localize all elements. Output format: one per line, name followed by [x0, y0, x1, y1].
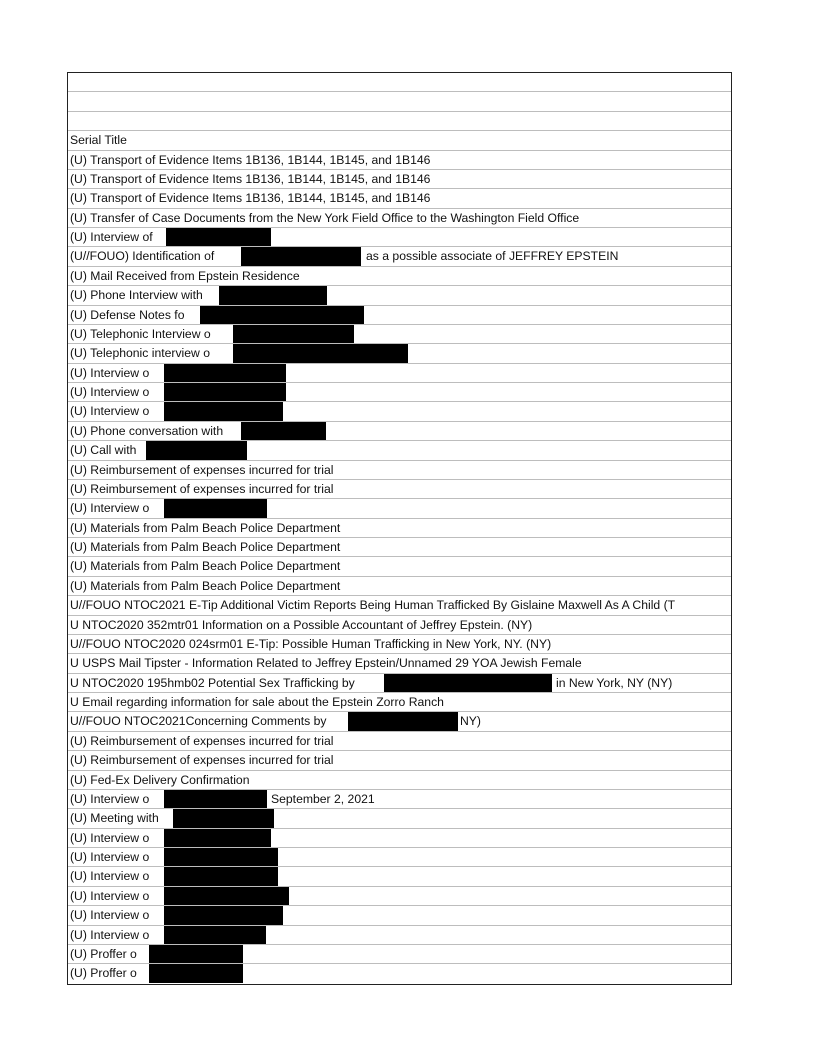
redaction-box [173, 809, 274, 828]
redaction-box [200, 306, 364, 325]
row-title-text: (U) Interview o [70, 869, 150, 884]
table-row [68, 654, 731, 673]
redaction-box [348, 712, 458, 731]
table-row [68, 557, 731, 576]
redaction-box [219, 286, 327, 305]
table-row [68, 480, 731, 499]
table-row [68, 693, 731, 712]
table-row [68, 809, 731, 828]
row-title-text-cont: NY) [460, 714, 481, 729]
row-title-text: (U) Interview o [70, 791, 150, 806]
table-row [68, 926, 731, 945]
table-row [68, 790, 731, 809]
redaction-box [164, 790, 267, 809]
redaction-box [166, 228, 271, 247]
row-title-text: (U) Fed-Ex Delivery Confirmation [70, 772, 250, 787]
redaction-box [164, 926, 266, 945]
row-title-text: U//FOUO NTOC2021 E-Tip Additional Victim Reports Being Human Trafficked By Gislaine Maxwell As A Child (T [70, 598, 676, 613]
table-row [68, 461, 731, 480]
row-title-text: (U) Defense Notes fo [70, 307, 185, 322]
redaction-box [164, 887, 289, 906]
row-title-text: (U) Call with [70, 443, 137, 458]
table-row [68, 228, 731, 247]
serial-title-table [67, 72, 732, 985]
row-title-text: (U) Interview o [70, 830, 150, 845]
table-row [68, 829, 731, 848]
row-title-text: (U) Materials from Palm Beach Police Department [70, 540, 341, 554]
table-row [68, 383, 731, 402]
table-row [68, 325, 731, 344]
row-title-text: (U) Interview o [70, 365, 150, 380]
row-title-text-cont: September 2, 2021 [271, 791, 375, 806]
table-row [68, 945, 731, 964]
table-row [68, 538, 731, 557]
redaction-box [164, 848, 278, 867]
row-title-text: (U//FOUO) Identification of [70, 249, 215, 264]
redaction-box [164, 499, 267, 518]
table-row [68, 751, 731, 770]
blank-row [68, 112, 731, 131]
redaction-box [233, 325, 354, 344]
table-row [68, 189, 731, 208]
row-title-text: (U) Reimbursement of expenses incurred for trial [70, 481, 334, 496]
table-row [68, 732, 731, 751]
redaction-box [149, 945, 243, 964]
redaction-box [241, 247, 361, 266]
blank-row [68, 73, 731, 92]
row-title-text: (U) Transfer of Case Documents from the New York Field Office to the Washington Field Office [70, 210, 580, 225]
row-title-text: (U) Reimbursement of expenses incurred for trial [70, 462, 334, 477]
column-header-serial-title: Serial Title [70, 133, 127, 148]
table-row [68, 170, 731, 189]
row-title-text: (U) Phone Interview with [70, 288, 203, 303]
row-title-text: U//FOUO NTOC2020 024srm01 E-Tip: Possible Human Trafficking in New York, NY. (NY) [70, 636, 552, 651]
row-title-text: (U) Materials from Palm Beach Police Department [70, 559, 341, 574]
row-title-text: (U) Telephonic interview o [70, 346, 210, 361]
row-title-text: (U) Phone conversation with [70, 423, 224, 438]
table-row [68, 771, 731, 790]
table-row [68, 364, 731, 383]
row-title-text-cont: in New York, NY (NY) [556, 675, 673, 690]
table-row [68, 247, 731, 266]
table-row [68, 402, 731, 421]
redaction-box [164, 867, 278, 886]
table-row [68, 867, 731, 886]
table-row [68, 344, 731, 363]
row-title-text: (U) Interview of [70, 230, 153, 244]
row-title-text: (U) Interview o [70, 385, 150, 399]
row-title-text: U NTOC2020 195hmb02 Potential Sex Trafficking by [70, 675, 355, 690]
row-title-text: U//FOUO NTOC2021Concerning Comments by [70, 714, 327, 729]
table-row [68, 674, 731, 693]
redaction-box [149, 964, 243, 983]
row-title-text: (U) Interview o [70, 850, 150, 864]
row-title-text: U USPS Mail Tipster - Information Related to Jeffrey Epstein/Unnamed 29 YOA Jewish Female [70, 656, 582, 671]
table-row [68, 286, 731, 305]
row-title-text: (U) Interview o [70, 927, 150, 942]
row-title-text: (U) Interview o [70, 404, 150, 419]
row-title-text: (U) Transport of Evidence Items 1B136, 1B144, 1B145, and 1B146 [70, 152, 431, 167]
redaction-box [164, 364, 286, 383]
table-row [68, 596, 731, 615]
table-row [68, 848, 731, 867]
row-title-text: (U) Mail Received from Epstein Residence [70, 268, 300, 283]
table-row [68, 422, 731, 441]
row-title-text: (U) Meeting with [70, 811, 159, 826]
row-title-text: (U) Reimbursement of expenses incurred for trial [70, 753, 334, 768]
table-row [68, 906, 731, 925]
redaction-box [164, 906, 283, 925]
redaction-box [146, 441, 247, 460]
row-title-text: (U) Reimbursement of expenses incurred for trial [70, 733, 334, 748]
table-row [68, 209, 731, 228]
table-row [68, 616, 731, 635]
table-row [68, 635, 731, 654]
row-title-text-cont: as a possible associate of JEFFREY EPSTEIN [366, 249, 619, 264]
table-row [68, 577, 731, 596]
table-row [68, 519, 731, 538]
row-title-text: (U) Interview o [70, 888, 150, 903]
row-title-text: (U) Interview o [70, 908, 150, 923]
redaction-box [164, 402, 283, 421]
table-row [68, 306, 731, 325]
table-row [68, 964, 731, 983]
table-row [68, 151, 731, 170]
table-row [68, 712, 731, 731]
row-title-text: (U) Proffer o [70, 966, 137, 981]
redaction-box [233, 344, 408, 363]
redaction-box [241, 422, 326, 441]
row-title-text: (U) Telephonic Interview o [70, 326, 211, 341]
row-title-text: (U) Transport of Evidence Items 1B136, 1B144, 1B145, and 1B146 [70, 171, 431, 186]
row-title-text: (U) Materials from Palm Beach Police Department [70, 520, 341, 535]
redaction-box [164, 829, 271, 848]
row-title-text: U NTOC2020 352mtr01 Information on a Possible Accountant of Jeffrey Epstein. (NY) [70, 617, 533, 632]
row-title-text: (U) Interview o [70, 501, 150, 516]
redaction-box [164, 383, 286, 402]
table-row [68, 441, 731, 460]
row-title-text: (U) Proffer o [70, 946, 137, 961]
row-title-text: (U) Materials from Palm Beach Police Department [70, 578, 341, 593]
table-row [68, 267, 731, 286]
blank-row [68, 92, 731, 111]
table-row [68, 499, 731, 518]
row-title-text: (U) Transport of Evidence Items 1B136, 1B144, 1B145, and 1B146 [70, 191, 431, 206]
redaction-box [384, 674, 552, 693]
row-title-text: U Email regarding information for sale about the Epstein Zorro Ranch [70, 695, 444, 709]
header-row [68, 131, 731, 150]
table-row [68, 887, 731, 906]
